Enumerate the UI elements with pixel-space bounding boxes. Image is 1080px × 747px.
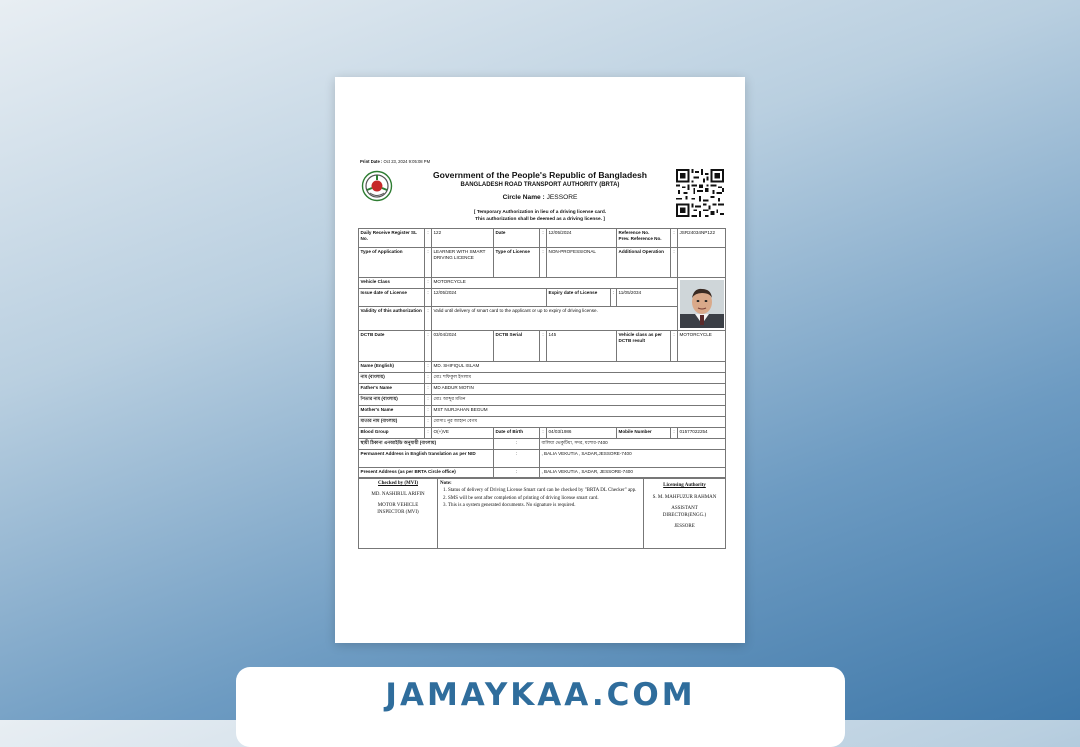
type-license-value: NON-PROFESSIONAL (547, 248, 617, 278)
note-heading: Note: (440, 481, 452, 486)
present-address-label: Present Address (as per BRTA Circle office) (359, 468, 494, 479)
blood-group-value: O(+)VE (432, 428, 494, 439)
print-date-value: Oct 23, 2024 9:05:08 PM (383, 159, 431, 164)
licensing-name: S. M. MAHFUZUR RAHMAN (652, 495, 717, 501)
vehicle-class-dctb-label: Vehicle class as per DCTB result (617, 331, 671, 362)
licensing-title-2: DIRECTOR(ENGG.) (662, 513, 707, 519)
website-name[interactable]: JAMAYKAA.COM (385, 677, 696, 713)
validity-value: Valid until delivery of smart card to the applicant or up to expiry of driving license. (432, 306, 678, 330)
license-details-table: Daily Receive Register SL No. : 122 Date : 12/05/2024 Reference No. Prev. Reference No. : JSR24034NP122 Type of Application : LEARNER WITH SMART DRIVING LICENCE Type of License : NON-PROFESSIONAL Additional Operation : Vehicle Class : MOTORCYCLE Issue date of License : 12/05/2024 Expiry date of License : 11/05/2034 Validity of this authorization : Valid until delivery of smart card to the applicant or up to expiry of driving license. DCTB Date : 03/04/2024 DCTB Serial : 145 Vehicle class as per DCTB result : MOTORCYCLE Name (English) : MD. SHIFIQUL ISLAM নাম (বাংলায়) : মোঃ শফিকুল ইসলাম Father's Name : MD ABDUR MOTIN পিতার নাম (বাংলায়) : মোঃ আব্দুর মতিন Mother's Name : MST NURJAHAN BEGUM মাতার নাম (বাংলায়) : মোসাঃ নুর জাহান বেগম Blood Group : O(+)VE Date of Birth : 04/03/1986 Mobile Number : 01577022254 স্থায়ী ঠিকানা এনআইডি অনুযায়ী (বাংলায়) : বালিয়া ভেকুটিয়া, সদর, যশোর-7400 Permanent Address in English translation as per NID : , BALIA VEKUTIA , SADAR,JESSORE-7400 Present Address (as per BRTA Circle office) : , BALIA VEKUTIA , SADAR, JESSORE-7400 (358, 228, 726, 479)
reference-value: JSR24034NP122 (678, 229, 726, 248)
permanent-bn-label: স্থায়ী ঠিকানা এনআইডি অনুযায়ী (বাংলায়) (359, 439, 494, 450)
temp-note-line-2: This authorization shall be deemed as a driving license. ] (475, 217, 605, 222)
licensing-place: JESSORE (674, 523, 695, 529)
temporary-authorization-note (415, 209, 665, 223)
note-line-2: 2. SMS will be sent after completion of printing of driving license smart card. (443, 495, 599, 501)
circle-label: Circle Name : (502, 194, 545, 201)
government-title: Government of the People's Republic of Bangladesh (432, 170, 648, 180)
checked-by-heading: Checked by (MVI) (378, 481, 418, 486)
note-line-3: 3. This is a system generated documents. No signature is required. (443, 503, 576, 509)
mother-name-value: MST NURJAHAN BEGUM (432, 406, 726, 417)
applicant-photo (680, 280, 724, 328)
brta-logo (361, 170, 393, 202)
mobile-label: Mobile Number (617, 428, 671, 439)
additional-operation-label: Additional Operation (617, 248, 671, 278)
vehicle-class-dctb-value: MOTORCYCLE (678, 331, 726, 362)
present-address-value: , BALIA VEKUTIA , SADAR, JESSORE-7400 (540, 468, 726, 479)
father-name-bn-value: মোঃ আব্দুর মতিন (432, 395, 726, 406)
name-bn-value: মোঃ শফিকুল ইসলাম (432, 373, 726, 384)
mobile-value: 01577022254 (678, 428, 726, 439)
vehicle-class-value: MOTORCYCLE (432, 278, 678, 289)
license-document (335, 77, 745, 643)
father-name-label: Father's Name (359, 384, 425, 395)
licensing-title-1: ASSISTANT (671, 505, 698, 511)
dob-label: Date of Birth (494, 428, 540, 439)
type-license-label: Type of License (494, 248, 540, 278)
receive-register-label: Daily Receive Register SL No. (359, 229, 425, 248)
permanent-en-label: Permanent Address in English translation as per NID (359, 450, 494, 468)
mother-name-bn-label: মাতার নাম (বাংলায়) (359, 417, 425, 428)
receive-register-value: 122 (432, 229, 494, 248)
dctb-serial-value: 145 (547, 331, 617, 362)
dctb-serial-label: DCTB Serial (494, 331, 540, 362)
note-line-1: 1. Status of delivery of Driving License Smart card can be checked by "BRTA DL Checker" app. (443, 488, 637, 494)
checked-by-name: MD. NASHIRUL ARIFIN (371, 492, 425, 498)
name-en-label: Name (English) (359, 362, 425, 373)
expiry-date-label: Expiry date of License (547, 289, 611, 307)
validity-label: Validity of this authorization (359, 306, 425, 330)
checked-by-title-1: MOTOR VEHICLE (377, 502, 419, 508)
issue-date-value: 12/05/2024 (432, 289, 547, 307)
circle-name (415, 194, 665, 201)
licensing-heading: Licensing Authority (663, 483, 706, 488)
type-application-value: LEARNER WITH SMART DRIVING LICENCE (432, 248, 494, 278)
authority-name: BANGLADESH ROAD TRANSPORT AUTHORITY (BRTA) (460, 182, 620, 188)
qr-code (676, 169, 724, 217)
print-date (360, 159, 430, 164)
father-name-value: MD ABDUR MOTIN (432, 384, 726, 395)
temp-note-line-1: [ Temporary Authorization in lieu of a driving license card. (473, 210, 607, 215)
signature-table (358, 477, 726, 549)
note-cell (438, 478, 644, 549)
print-date-label: Print Date : (360, 159, 383, 164)
mother-name-bn-value: মোসাঃ নুর জাহান বেগম (432, 417, 726, 428)
licensing-authority-cell (644, 478, 726, 549)
dctb-date-value: 03/04/2024 (432, 331, 494, 362)
blood-group-label: Blood Group (359, 428, 425, 439)
dctb-date-label: DCTB Date (359, 331, 425, 362)
expiry-date-value: 11/05/2034 (617, 289, 678, 307)
type-application-label: Type of Application (359, 248, 425, 278)
date-value: 12/05/2024 (547, 229, 617, 248)
name-bn-label: নাম (বাংলায়) (359, 373, 425, 384)
date-label: Date (494, 229, 540, 248)
website-banner (236, 667, 845, 747)
issue-date-label: Issue date of License (359, 289, 425, 307)
name-en-value: MD. SHIFIQUL ISLAM (432, 362, 726, 373)
permanent-bn-value: বালিয়া ভেকুটিয়া, সদর, যশোর-7400 (540, 439, 726, 450)
checked-by-cell (359, 478, 438, 549)
father-name-bn-label: পিতার নাম (বাংলায়) (359, 395, 425, 406)
mother-name-label: Mother's Name (359, 406, 425, 417)
reference-label: Reference No. Prev. Reference No. (617, 229, 671, 248)
dob-value: 04/03/1986 (547, 428, 617, 439)
vehicle-class-label: Vehicle Class (359, 278, 425, 289)
checked-by-title-2: INSPECTOR (MVI) (377, 510, 419, 516)
circle-value: JESSORE (546, 194, 578, 201)
permanent-en-value: , BALIA VEKUTIA , SADAR,JESSORE-7400 (540, 450, 726, 468)
